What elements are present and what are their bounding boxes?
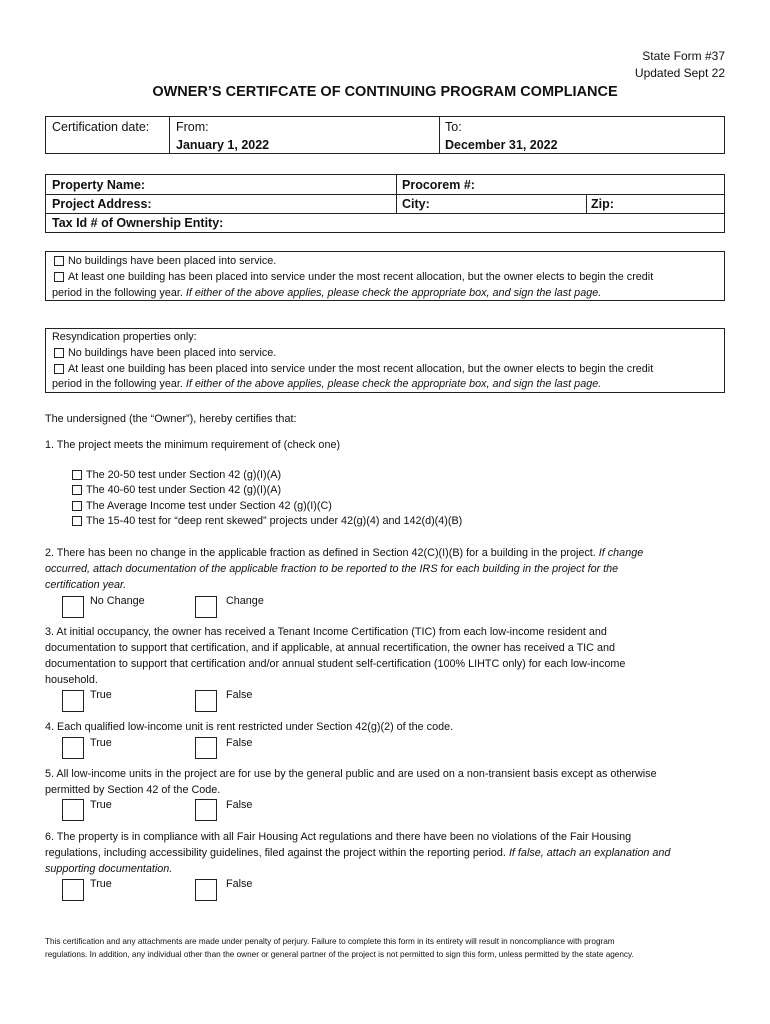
to-label: To: bbox=[445, 120, 462, 134]
resyn-instruction-note: If either of the above applies, please check the appropriate box, and sign the last page. bbox=[185, 378, 602, 390]
q2-line-2: occurred, attach documentation of the applicable fraction to be reported to the IRS for each building in the project for the bbox=[45, 563, 619, 575]
property-table bbox=[45, 174, 725, 233]
from-label: From: bbox=[176, 120, 209, 134]
q1-option-3-label: The Average Income test under Section 42 (g)(I)(C) bbox=[86, 500, 332, 512]
footer-line-1: This certification and any attachments are made under penalty of perjury. Failure to complete this form in its entirety will result in noncompliance with program bbox=[45, 937, 615, 946]
q4-text: 4. Each qualified low-income unit is rent restricted under Section 42(g)(2) of the code. bbox=[45, 721, 454, 733]
zip-field[interactable]: Zip: bbox=[591, 197, 614, 211]
property-name-field[interactable]: Property Name: bbox=[52, 178, 146, 192]
q6-false-label: False bbox=[226, 878, 253, 890]
from-value[interactable]: January 1, 2022 bbox=[176, 138, 270, 152]
q5-true-checkbox[interactable] bbox=[62, 799, 84, 821]
cert-date-table bbox=[45, 116, 725, 154]
q2-line-1 bbox=[45, 546, 730, 562]
q1-option-2-label: The 40-60 test under Section 42 (g)(I)(A) bbox=[86, 484, 282, 496]
page-title: OWNER’S CERTIFCATE OF CONTINUING PROGRAM COMPLIANCE bbox=[152, 84, 618, 100]
q2-line-3: certification year. bbox=[45, 579, 127, 591]
resyndication-heading: Resyndication properties only: bbox=[52, 331, 197, 343]
q3-false-checkbox[interactable] bbox=[195, 690, 217, 712]
q6-instruction-start: If false, attach an explanation and bbox=[508, 847, 671, 859]
one-building-label: At least one building has been placed into service under the most recent allocation, but the owner elects to begin the credit bbox=[68, 271, 654, 283]
city-field[interactable]: City: bbox=[402, 197, 430, 211]
period-text: period in the following year. bbox=[52, 287, 183, 299]
q6-line-3: supporting documentation. bbox=[45, 863, 173, 875]
no-buildings-label: No buildings have been placed into service. bbox=[68, 255, 277, 267]
resyn-no-buildings-checkbox[interactable] bbox=[54, 348, 64, 358]
resyn-no-buildings-label: No buildings have been placed into service. bbox=[68, 347, 277, 359]
cert-date-label: Certification date: bbox=[52, 120, 150, 134]
q1-option-1-checkbox[interactable] bbox=[72, 470, 82, 480]
no-buildings-checkbox[interactable] bbox=[54, 256, 64, 266]
q6-false-checkbox[interactable] bbox=[195, 879, 217, 901]
q3-true-checkbox[interactable] bbox=[62, 690, 84, 712]
placed-in-service-box bbox=[45, 251, 725, 301]
intro-text: The undersigned (the “Owner”), hereby certifies that: bbox=[45, 413, 297, 425]
q6-text: regulations, including accessibility guidelines, filed against the project within the reporting period. bbox=[45, 847, 506, 859]
q6-true-checkbox[interactable] bbox=[62, 879, 84, 901]
q2-change-checkbox[interactable] bbox=[195, 596, 217, 618]
q3-line-3: documentation to support that certification and/or annual student self-certification (100% LIHTC only) for each low-income bbox=[45, 658, 626, 670]
q5-true-label: True bbox=[90, 799, 112, 811]
form-number: State Form #37 bbox=[642, 49, 725, 63]
q1-option-2-checkbox[interactable] bbox=[72, 485, 82, 495]
one-building-checkbox[interactable] bbox=[54, 272, 64, 282]
q5-line-1: 5. All low-income units in the project are for use by the general public and are used on a non-transient basis except as otherwise bbox=[45, 768, 657, 780]
q3-line-1: 3. At initial occupancy, the owner has received a Tenant Income Certification (TIC) from each low-income resident and bbox=[45, 626, 607, 638]
q1-text: 1. The project meets the minimum requirement of (check one) bbox=[45, 439, 341, 451]
updated-date: Updated Sept 22 bbox=[634, 66, 725, 80]
procorem-field[interactable]: Procorem #: bbox=[402, 178, 475, 192]
resyn-one-building-label: At least one building has been placed into service under the most recent allocation, but the owner elects to begin the credit bbox=[68, 363, 654, 375]
q4-true-label: True bbox=[90, 737, 112, 749]
q4-false-checkbox[interactable] bbox=[195, 737, 217, 759]
resyn-period-text: period in the following year. bbox=[52, 378, 183, 390]
q3-false-label: False bbox=[226, 689, 253, 701]
footer-line-2: regulations. In addition, any individual other than the owner or general partner of the project is not permitted to sign this form, unless permitted by the state agency. bbox=[45, 950, 634, 959]
q5-line-2: permitted by Section 42 of the Code. bbox=[45, 784, 221, 796]
q1-option-4-checkbox[interactable] bbox=[72, 516, 82, 526]
q6-line-2 bbox=[45, 846, 730, 862]
q6-line-1: 6. The property is in compliance with all Fair Housing Act regulations and there have been no violations of the Fair Housing bbox=[45, 831, 632, 843]
q1-option-3-checkbox[interactable] bbox=[72, 501, 82, 511]
q2-instruction-start: If change bbox=[598, 547, 644, 559]
tax-id-field[interactable]: Tax Id # of Ownership Entity: bbox=[52, 216, 224, 230]
resyn-one-building-checkbox[interactable] bbox=[54, 364, 64, 374]
q3-line-2: documentation to support that certification, and if applicable, at annual recertification, the owner has received a TIC and bbox=[45, 642, 615, 654]
q4-false-label: False bbox=[226, 737, 253, 749]
q2-change-label: Change bbox=[226, 595, 264, 607]
q3-true-label: True bbox=[90, 689, 112, 701]
q5-false-label: False bbox=[226, 799, 253, 811]
q2-text: 2. There has been no change in the applicable fraction as defined in Section 42(C)(I)(B) for a building in the project. bbox=[45, 547, 596, 559]
q1-option-1-label: The 20-50 test under Section 42 (g)(I)(A) bbox=[86, 469, 282, 481]
q6-true-label: True bbox=[90, 878, 112, 890]
resyndication-box bbox=[45, 328, 725, 393]
q4-true-checkbox[interactable] bbox=[62, 737, 84, 759]
q2-no-change-checkbox[interactable] bbox=[62, 596, 84, 618]
to-value[interactable]: December 31, 2022 bbox=[445, 138, 558, 152]
q2-no-change-label: No Change bbox=[90, 595, 145, 607]
q5-false-checkbox[interactable] bbox=[195, 799, 217, 821]
instruction-note: If either of the above applies, please check the appropriate box, and sign the last page. bbox=[185, 287, 602, 299]
project-address-field[interactable]: Project Address: bbox=[52, 197, 152, 211]
q1-option-4-label: The 15-40 test for “deep rent skewed” projects under 42(g)(4) and 142(d)(4)(B) bbox=[86, 515, 463, 527]
q3-line-4: household. bbox=[45, 674, 98, 686]
